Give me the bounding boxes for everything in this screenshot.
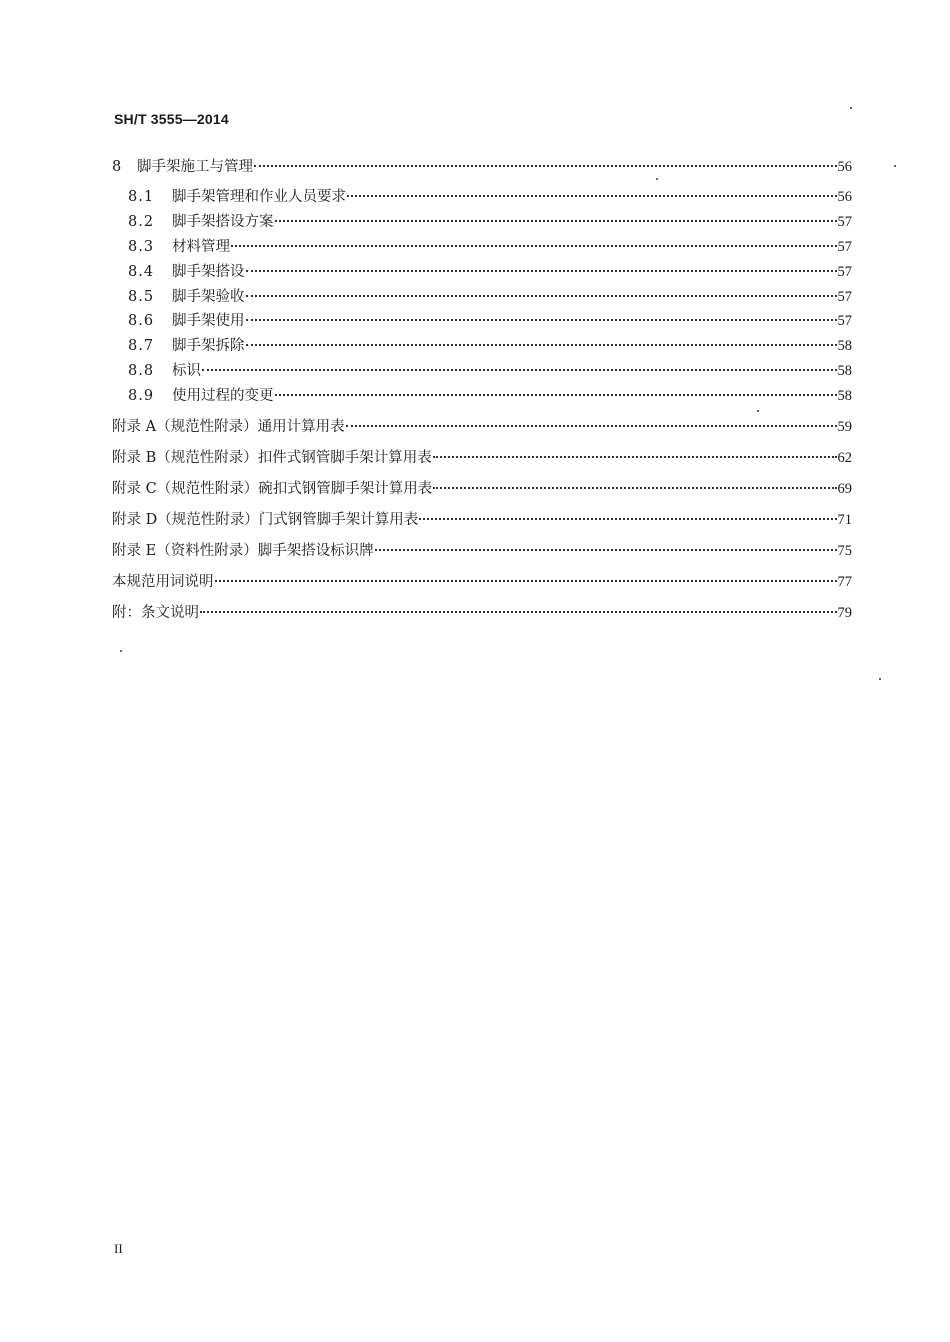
toc-entry-number: 8.5 <box>128 288 155 305</box>
toc-entry-number: 8 <box>112 159 122 175</box>
toc-entry-title: 材料管理 <box>172 238 230 255</box>
toc-entry-page: 56 <box>837 189 852 205</box>
toc-entry-title: 脚手架使用 <box>172 313 245 330</box>
toc-terminology-notes[interactable] <box>112 572 852 592</box>
toc-entry-number: 8.6 <box>128 313 155 330</box>
scan-speck <box>894 165 896 167</box>
toc-entry-title: 附录 D（规范性附录）门式钢管脚手架计算用表 <box>112 512 419 529</box>
toc-dot-leader <box>246 344 837 346</box>
toc-dot-leader <box>275 394 837 396</box>
toc-entry-page: 58 <box>837 388 852 405</box>
toc-entry-page: 79 <box>837 605 852 622</box>
toc-dot-leader <box>246 319 837 321</box>
toc-entry-title: 本规范用词说明 <box>112 574 214 591</box>
toc-entry-number: 8.1 <box>128 189 155 205</box>
toc-entry-number: 8.4 <box>128 263 155 280</box>
toc-dot-leader <box>433 487 836 489</box>
toc-entry-page: 59 <box>837 419 852 436</box>
toc-section-8-5[interactable] <box>112 287 852 307</box>
toc-entry-page: 56 <box>837 159 852 175</box>
table-of-contents <box>112 157 852 623</box>
toc-entry-number: 8.3 <box>128 238 155 255</box>
toc-section-8-7[interactable] <box>112 336 852 356</box>
toc-entry-page: 69 <box>837 481 852 498</box>
toc-entry-page: 57 <box>837 238 852 255</box>
toc-entry-title: 附录 E（资料性附录）脚手架搭设标识牌 <box>112 543 374 560</box>
toc-dot-leader <box>346 425 837 427</box>
document-code-header: SH/T 3555—2014 <box>114 111 229 127</box>
toc-section-8-6[interactable] <box>112 311 852 331</box>
toc-dot-leader <box>215 580 837 582</box>
toc-dot-leader <box>254 165 837 167</box>
toc-entry-page: 57 <box>837 213 852 230</box>
toc-entry-title: 标识 <box>172 363 201 380</box>
toc-entry-page: 71 <box>837 512 852 529</box>
toc-entry-title: 使用过程的变更 <box>172 388 274 405</box>
toc-clause-explanation[interactable] <box>112 603 852 623</box>
toc-section-8-4[interactable] <box>112 262 852 282</box>
toc-dot-leader <box>433 456 837 458</box>
toc-section-8-2[interactable] <box>112 212 852 232</box>
toc-appendix-b[interactable] <box>112 448 852 468</box>
toc-entry-title: 脚手架管理和作业人员要求 <box>172 189 346 205</box>
toc-entry-title: 附录 B（规范性附录）扣件式钢管脚手架计算用表 <box>112 450 432 467</box>
toc-entry-title: 附：条文说明 <box>112 605 199 622</box>
toc-entry-title: 脚手架拆除 <box>172 338 245 355</box>
toc-dot-leader <box>347 195 837 197</box>
toc-entry-title: 脚手架验收 <box>172 288 245 305</box>
toc-entry-number: 8.9 <box>128 388 155 405</box>
toc-entry-page: 57 <box>837 288 852 305</box>
toc-entry-page: 57 <box>837 313 852 330</box>
toc-entry-number: 8.2 <box>128 213 155 230</box>
toc-entry-title: 脚手架搭设方案 <box>172 213 274 230</box>
toc-entry-page: 58 <box>837 338 852 355</box>
scan-speck <box>850 107 852 109</box>
toc-entry-title: 脚手架施工与管理 <box>137 159 253 175</box>
toc-entry-number: 8.7 <box>128 338 155 355</box>
toc-chapter-8[interactable] <box>112 157 852 177</box>
toc-entry-number: 8.8 <box>128 363 155 380</box>
toc-entry-title: 附录 C（规范性附录）碗扣式钢管脚手架计算用表 <box>112 481 433 498</box>
toc-dot-leader <box>246 270 837 272</box>
toc-dot-leader <box>246 295 837 297</box>
toc-dot-leader <box>202 369 837 371</box>
toc-appendix-d[interactable] <box>112 510 852 530</box>
scan-speck <box>656 178 658 180</box>
toc-entry-title: 脚手架搭设 <box>172 263 245 280</box>
toc-appendix-a[interactable] <box>112 417 852 437</box>
toc-entry-page: 77 <box>837 574 852 591</box>
toc-dot-leader <box>275 220 837 222</box>
toc-appendix-e[interactable] <box>112 541 852 561</box>
scan-speck <box>757 410 759 412</box>
toc-dot-leader <box>375 549 837 551</box>
toc-appendix-c[interactable] <box>112 479 852 499</box>
scan-speck <box>879 678 881 680</box>
scan-speck <box>120 650 122 652</box>
toc-section-8-3[interactable] <box>112 237 852 257</box>
toc-entry-title: 附录 A（规范性附录）通用计算用表 <box>112 419 345 436</box>
page-number-roman: II <box>114 1241 123 1256</box>
toc-section-8-9[interactable] <box>112 386 852 406</box>
toc-entry-page: 58 <box>837 363 852 380</box>
toc-dot-leader <box>231 245 837 247</box>
toc-dot-leader <box>419 518 836 520</box>
toc-section-8-1[interactable] <box>112 187 852 207</box>
toc-section-8-8[interactable] <box>112 361 852 381</box>
toc-entry-page: 75 <box>837 543 852 560</box>
toc-dot-leader <box>200 611 837 613</box>
toc-entry-page: 62 <box>837 450 852 467</box>
toc-entry-page: 57 <box>837 263 852 280</box>
